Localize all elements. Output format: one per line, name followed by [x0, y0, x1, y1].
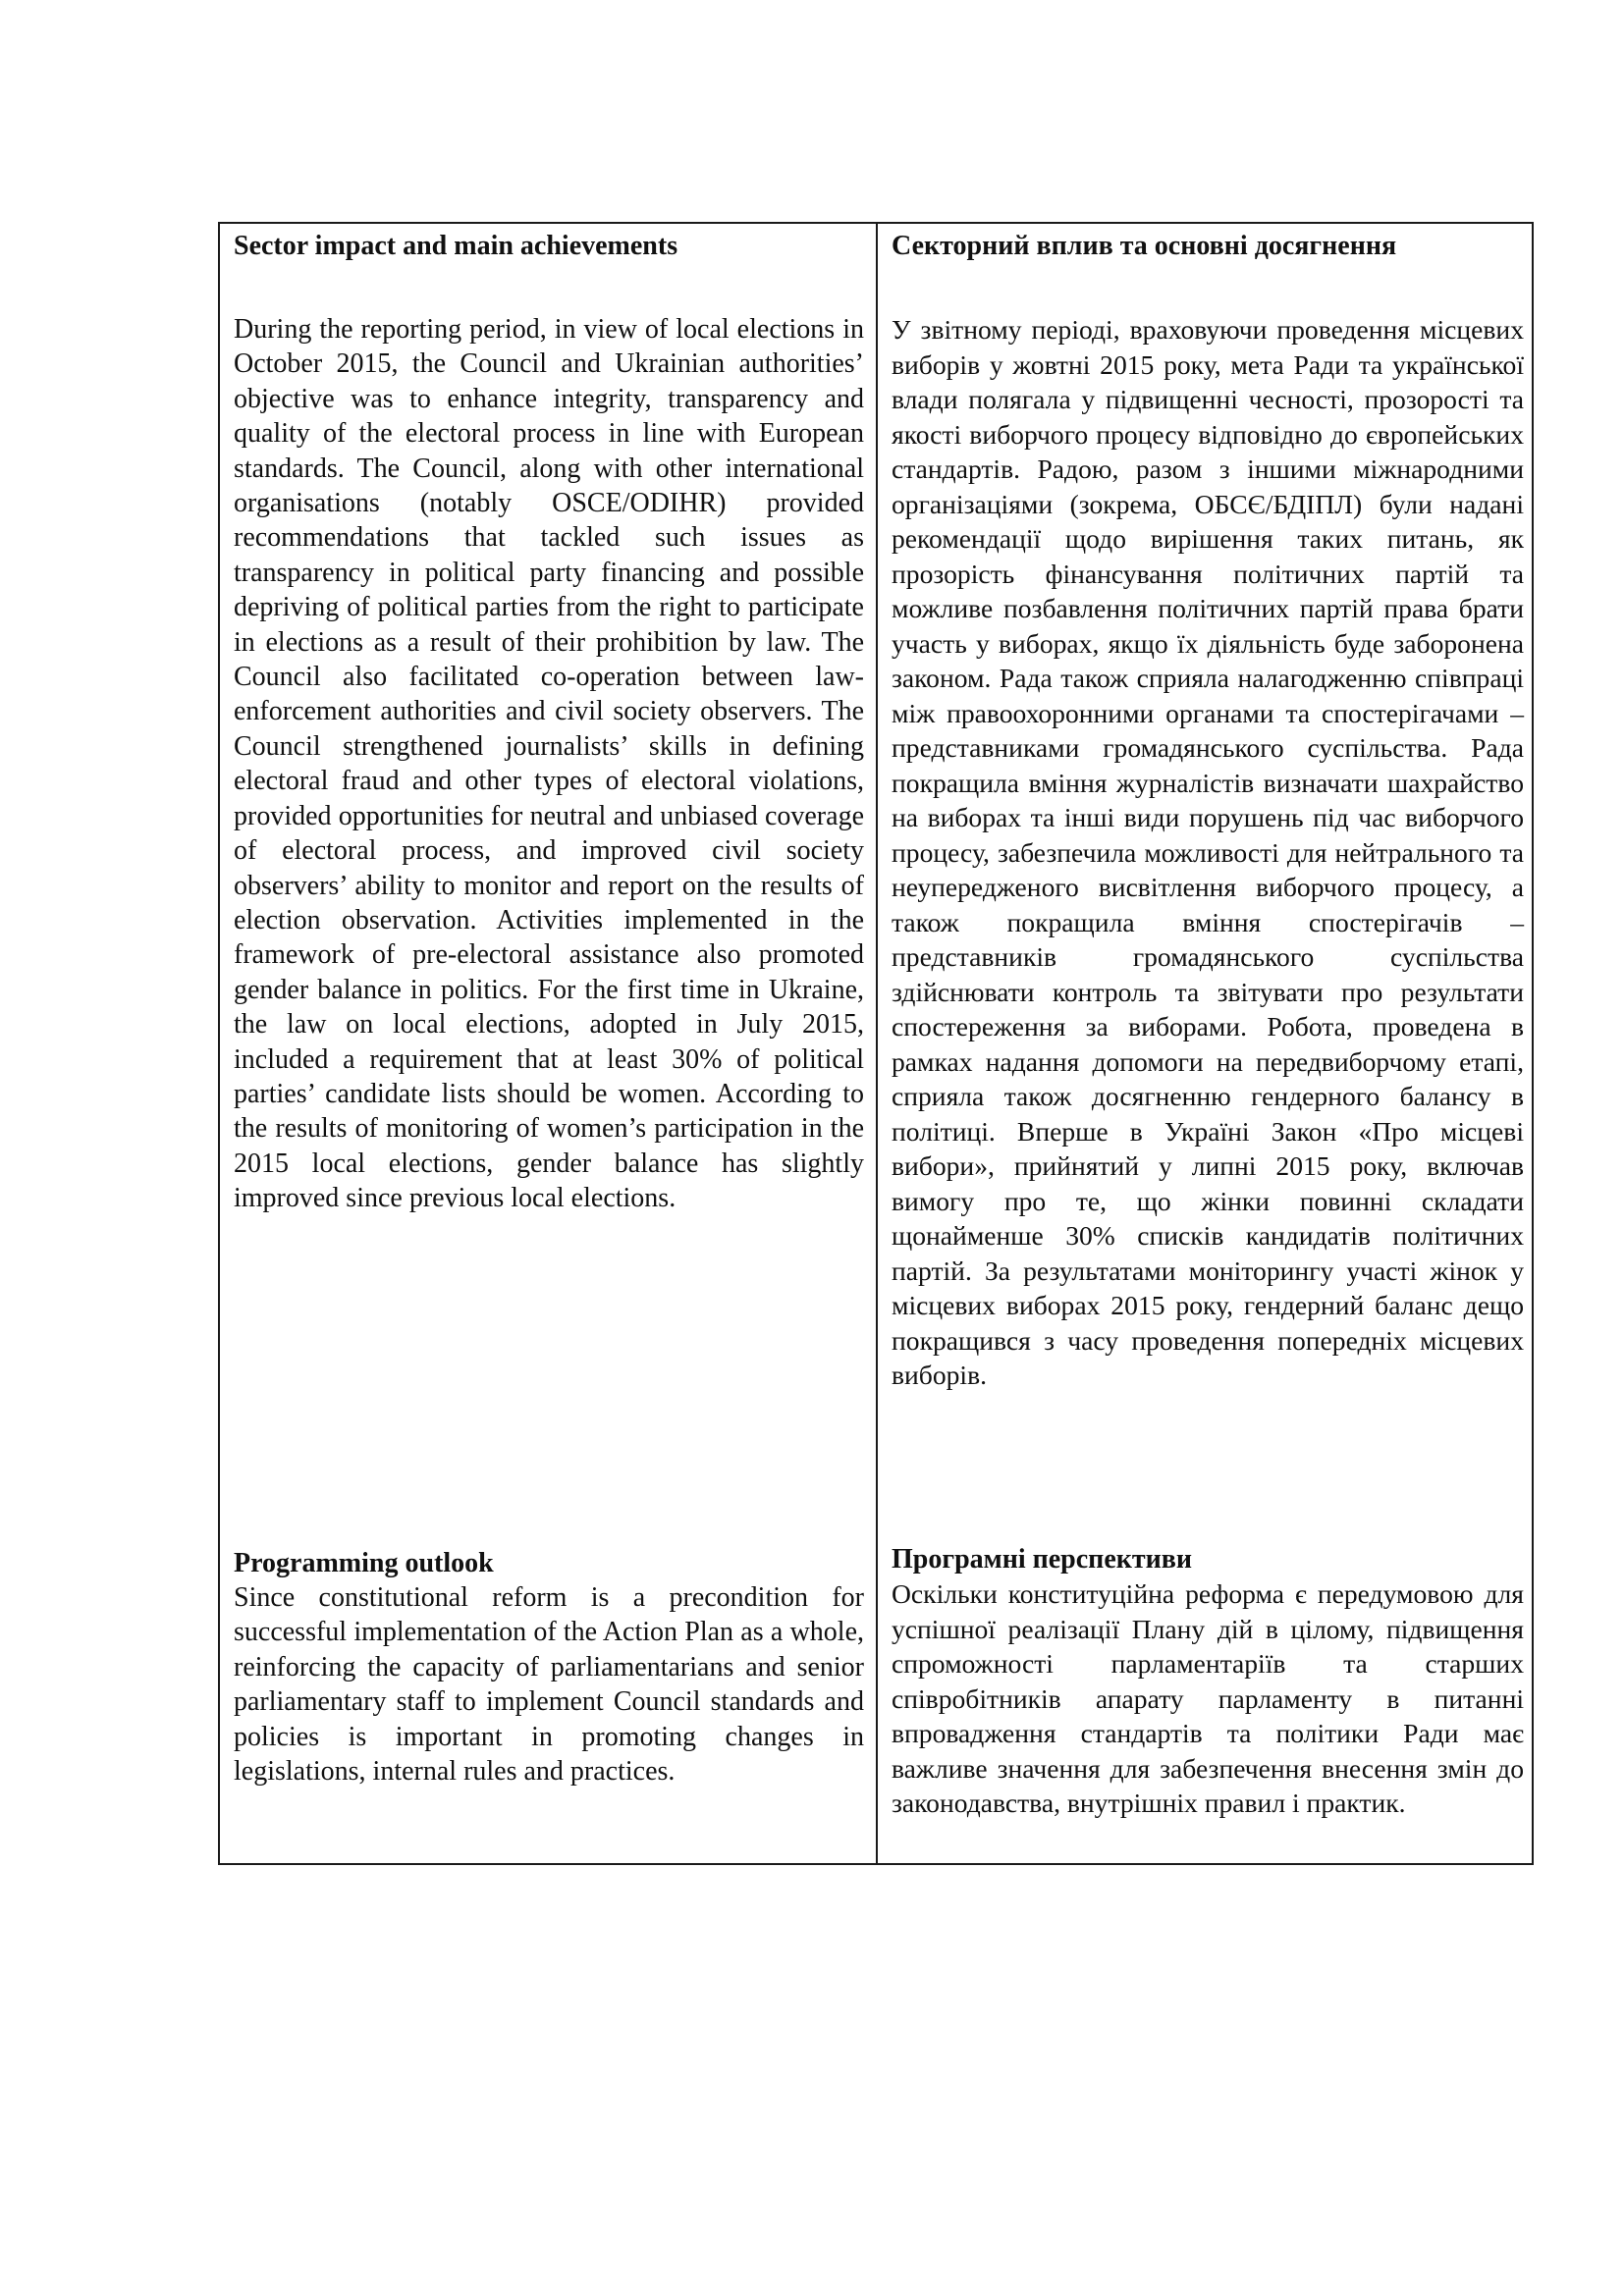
programming-outlook-heading-en: Programming outlook: [234, 1548, 494, 1578]
programming-outlook-text-en: Since constitutional reform is a precondition for successful implementation of the Action Plan as a whole, reinforcing the capacity of parliamentarians and senior parliamentary staff to implement Council standards and policies is important in promoting changes in legislations, internal rules and practices.: [234, 1582, 864, 1788]
programming-outlook-text-uk: Оскільки конституційна реформа є передумовою для успішної реалізації Плану дій в цілому, підвищення спроможності парламентаріїв та старших співробітників апарату парламенту в питанні впровадження стандартів та політики Ради має важливе значення для забезпечення внесення змін до законодавства, внутрішніх правил і практик.: [892, 1578, 1524, 1818]
sector-impact-text-en: During the reporting period, in view of local elections in October 2015, the Council and Ukrainian authorities’ objective was to enhance integrity, transparency and quality of the electoral process in line with European standards. The Council, along with other international organisations (notably OSCE/ODIHR) provided recommendations that tackled such issues as transparency in political party financing and possible depriving of political parties from the right to participate in elections as a result of their prohibition by law. The Council also facilitated co-operation between law-enforcement authorities and civil society observers. The Council strengthened journalists’ skills in defining electoral fraud and other types of electoral violations, provided opportunities for neutral and unbiased coverage of electoral process, and improved civil society observers’ ability to monitor and report on the results of election observation. Activities implemented in the framework of pre-electoral assistance also promoted gender balance in politics. For the first time in Ukraine, the law on local elections, adopted in July 2015, included a requirement that at least 30% of political parties’ candidate lists should be women. According to the results of monitoring of women’s participation in the 2015 local elections, gender balance has slightly improved since previous local elections.: [234, 314, 864, 1214]
sector-impact-text-uk: У звітному періоді, враховуючи проведення місцевих виборів у жовтні 2015 року, мета Ради та української влади полягала у підвищенні чесності, прозорості та якості виборчого процесу відповідно до європейських стандартів. Радою, разом з іншими міжнародними організаціями (зокрема, ОБСЄ/БДІПЛ) були надані рекомендації щодо вирішення таких питань, як прозорість фінансування політичних партій та можливе позбавлення політичних партій права брати участь у виборах, якщо їх діяльність буде заборонена законом. Рада також сприяла налагодженню співпраці між правоохоронними органами та спостерігачами – представниками громадянського суспільства. Рада покращила вміння журналістів визначати шахрайство на виборах та інші види порушень під час виборчого процесу, забезпечила можливості для нейтрального та неупередженого висвітлення виборчого процесу, а також покращила вміння спостерігачів – представників громадянського суспільства здійснювати контроль та звітувати про результати спостереження за виборами. Робота, проведена в рамках надання допомоги на передвиборчому етапі, сприяла також досягненню гендерного балансу в політиці. Вперше в Україні Закон «Про місцеві вибори», прийнятий у липні 2015 року, включав вимогу про те, що жінки повинні складати щонайменше 30% списків кандидатів політичних партій. За результатами моніторингу участі жінок у місцевих виборах 2015 року, гендерний баланс дещо покращився з часу проведення попередніх місцевих виборів.: [892, 314, 1524, 1390]
programming-outlook-heading-uk: Програмні перспективи: [892, 1544, 1193, 1575]
sector-impact-heading-uk: Секторний вплив та основні досягнення: [892, 231, 1397, 261]
bilingual-table: [218, 222, 1534, 1865]
sector-impact-heading-en: Sector impact and main achievements: [234, 231, 678, 261]
column-divider: [876, 224, 878, 1863]
